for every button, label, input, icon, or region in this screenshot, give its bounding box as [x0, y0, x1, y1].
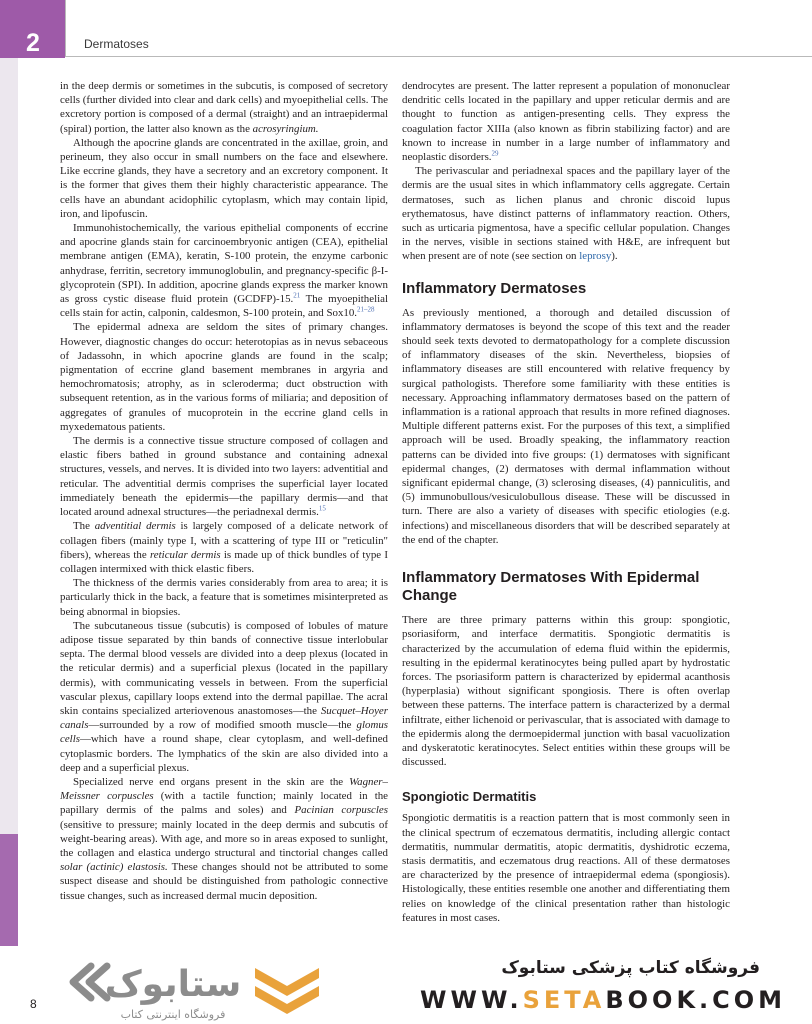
running-title: Dermatoses	[84, 37, 149, 51]
page-number: 8	[30, 997, 37, 1011]
chapter-number: 2	[26, 29, 40, 57]
right-column	[402, 79, 730, 947]
section-heading: Inflammatory Dermatoses	[402, 279, 587, 297]
page-header	[0, 0, 812, 58]
citation-ref[interactable]: 21–28	[357, 305, 375, 314]
paragraph: Spongiotic dermatitis is a reaction pattern that is most commonly seen in the clinical spectrum of eczematous dermatitis, including allergic contact dermatitis, nummular dermatitis, atopic dermatitis, dyshidrotic eczema, stasis dermatitis, and eczematous drug reactions. All of these dermatoses are characterized by the presence of intraepidermal edema (spongiosis). Histologically, these entities resemble one another and differentiating them relies on knowledge of the clinical presentation rather than histologic features in most cases.	[402, 812, 730, 924]
paragraph: As previously mentioned, a thorough and detailed discussion of inflammatory dermatoses is beyond the scope of this text and the reader should seek texts devoted to dermatopathology for a complete discussion of inflammatory diseases of the skin. Nevertheless, biopsies of inflammatory diseases are still encountered with relative frequency by surgical pathologists. Therefore some familiarity with these entities is necessary. Approaching inflammatory dermatoses based on the pattern of inflammation is a rational approach that results in more refined diagnoses. Multiple different patterns exist. For the purposes of this text, a simplified approach will be used. Broadly speaking, the inflammatory reaction patterns can be divided into five groups: (1) dermatoses with significant epidermal changes, (2) dermatoses with dermal inflammation without significant epidermal change, (3) sclerosing diseases, (4) panniculitis, and (5) immunobullous/vesiculobullous disease. These will be discussed in turn. There are also a variety of diseases with specific etiologies (e.g. infections) and miscellaneous disorders that will be described separately at the end of the chapter.	[402, 306, 730, 546]
side-bar	[0, 58, 18, 834]
citation-ref[interactable]: 21	[293, 291, 301, 300]
paragraph: There are three primary patterns within this group: spongiotic, psoriasiform, and interface dermatitis. Spongiotic dermatitis is characterized by the accumulation of edema fluid within the epidermis, resulting in the epidermal keratinocytes being pulled apart by hydrostatic forces. The psoriasiform pattern is characterized by epidermal acanthosis (hyperplasia) without significant spongiosis. There is often overlap between these patterns. The interface pattern is characterized by a dermal infiltrate, either lichenoid or perivascular, that is associated with damage to the epidermis along the dermoepidermal junction with basal vacuolization and dyskeratotic keratinocytes. Select entities within these groups will be discussed.	[402, 614, 730, 769]
paragraph: The dermis is a connective tissue structure composed of collagen and elastic fibers bathed in ground substance and containing adnexal structures, vessels, and nerves. It is divided into two layers: adventitial and reticular. The adventitial dermis comprises the superficial layer located immediately beneath the epidermis—the papillary dermis—and that located around adnexal structures—the periadnexal dermis.$^{15}$	[60, 435, 388, 519]
paragraph: The perivascular and periadnexal spaces and the papillary layer of the dermis are the usual sites in which inflammatory cells aggregate. Certain dermatoses, such as lichen planus and chronic discoid lupus erythematosus, have distinct patterns of inflammatory reaction. Others, such as urticaria pigmentosa, have a specific cellular population. Changes in the nerves, visible in sections stained with H&E, are infrequent but when present are of note (see section on leprosy).	[402, 165, 730, 263]
book-logo-icon	[255, 968, 319, 1014]
section-heading: Inflammatory Dermatoses With Epidermal Change	[402, 569, 700, 605]
paragraph: The adventitial dermis is largely composed of a delicate network of collagen fibers (mainly type I, with a scattering of type III or "reticulin" fibers), whereas the reticular dermis is made up of thick bundles of type I collagen intermixed with thick elastic fibers.	[60, 520, 388, 575]
subsection-heading: Spongiotic Dermatitis	[402, 789, 537, 805]
paragraph: The subcutaneous tissue (subcutis) is composed of lobules of mature adipose tissue separated by thin bands of connective tissue interlobular septa. The dermal blood vessels are divided into a deep plexus (located in the reticular dermis) and a superficial plexus (located in the papillary dermis), with communicating vessels in between. From the superficial vascular plexus, capillary loops extend into the dermal papillae. The acral skin contains specialized arteriovenous anastomoses—the Sucquet–Hoyer canals—surrounded by a row of modified smooth muscle—the glomus cells—which have a round shape, clear cytoplasm, and well-defined cytoplasmic borders. The lymphatics of the skin are also divided into a deep and a superficial plexus.	[60, 619, 388, 774]
header-rule	[65, 56, 812, 57]
chevron-icon	[73, 966, 107, 998]
citation-ref[interactable]: 29	[491, 149, 499, 158]
store-name: فروشگاه کتاب پزشکی ستابوک	[501, 958, 760, 978]
citation-ref[interactable]: 15	[318, 504, 326, 513]
setabook-logo[interactable]	[55, 952, 325, 1024]
paragraph: in the deep dermis or sometimes in the subcutis, is composed of secretory cells (further divided into clear and dark cells) and myoepithelial cells. The excretory portion is composed of a dermal (straight) and an intraepidermal (spiral) portion, the latter also known as the acrosyringium.	[60, 80, 388, 135]
logo-subtitle: فروشگاه اینترنتی کتاب	[120, 1008, 226, 1021]
paragraph: The thickness of the dermis varies considerably from area to area; it is particularly thick in the back, a feature that is sometimes misinterpreted as being abnormal in biopsies.	[60, 577, 388, 618]
header-divider	[65, 0, 66, 56]
paragraph: Immunohistochemically, the various epithelial components of eccrine and apocrine glands stain for carcinoembryonic antigen (CEA), epithelial membrane antigen (EMA), keratin, S-100 protein, the enzyme carbonic anhydrase, ferritin, secretory immunoglobulin, and pregnancy-specific β-I-glycoprotein (SPI). In addition, apocrine glands express the marker known as gross cystic disease fluid protein (GCDFP)-15.21 The myoepithelial cells stain for actin, calponin, caldesmon, S-100 protein, and Sox10.$^{21-28}$	[60, 222, 388, 320]
paragraph: dendrocytes are present. The latter represent a population of mononuclear dendritic cells located in the papillary and upper reticular dermis and are thought to function as antigen-presenting cells. They express the coagulation factor XIIIa (also known as fibrin stabilizing factor) and are known to increase in number in a large number of inflammatory and neoplastic disorders.$^{29}$	[402, 80, 730, 164]
chapter-tab	[0, 0, 65, 58]
paragraph: The epidermal adnexa are seldom the sites of primary changes. However, diagnostic changes do occur: heterotopias as in nevus sebaceous of Jadassohn, in which apocrine glands are found in the scalp; pigmentation of eccrine gland basement membranes in argyria and hemochromatosis; atrophy, as in scleroderma; duct obstruction with subsequent retention, as in the various forms of miliaria; and deposition of aggregates of granules of mucoprotein in the eccrine gland cells in myxedematous patients.	[60, 321, 388, 433]
left-column	[60, 79, 388, 947]
logo-text: ستابوک	[104, 964, 242, 1005]
leprosy-link[interactable]: leprosy	[579, 250, 612, 263]
paragraph: Specialized nerve end organs present in the skin are the Wagner–Meissner corpuscles (with a tactile function; mainly located in the papillary dermis of the palms and soles) and Pacinian corpuscles (sensitive to pressure; mainly located in the deep dermis and subcutis of weight-bearing areas). With age, and more so in areas exposed to sunlight, the collagen and elastica undergo structural and tinctorial changes called solar (actinic) elastosis. These changes should not be attributed to some suspect disease and should be distinguished from pathologic connective tissue changes, such as increased dermal mucin deposition.	[60, 775, 388, 902]
store-url[interactable]: WWW.SETABOOK.COM	[420, 986, 787, 1014]
paragraph: Although the apocrine glands are concentrated in the axillae, groin, and perineum, they also occur in small numbers on the face and elsewhere. Like eccrine glands, they have a secretory and an excretory component. It is the former that gives them their highly characteristic appearance. The cells have an abundant acidophilic cytoplasm, which may contain lipid, iron, and lipofuscin.	[60, 136, 388, 220]
